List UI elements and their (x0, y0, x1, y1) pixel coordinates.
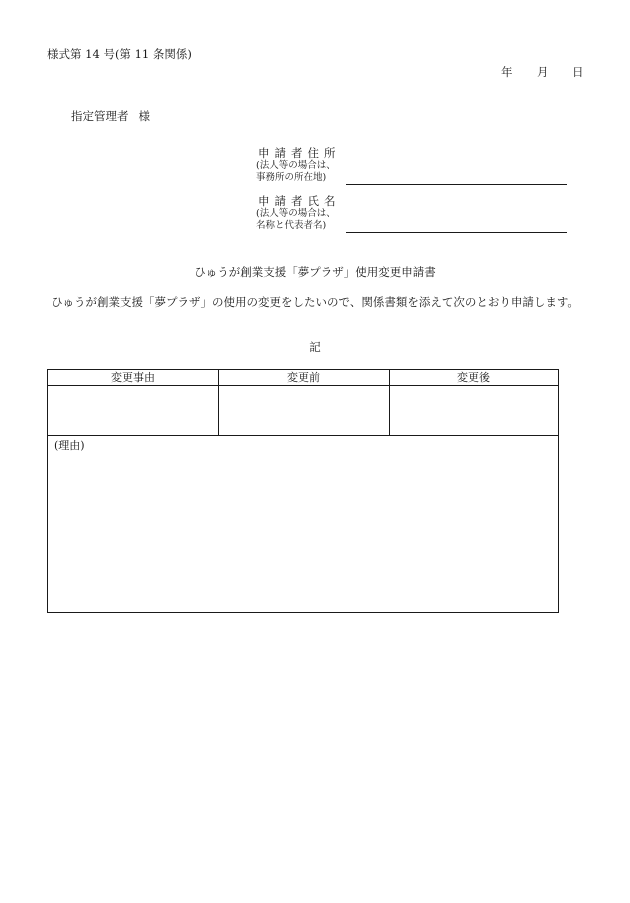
header-change-reason: 変更事由 (111, 371, 155, 384)
after-change-cell[interactable] (390, 386, 558, 435)
form-number: 様式第 14 号(第 11 条関係) (47, 47, 192, 61)
applicant-address-note: (法人等の場合は、 事務所の所在地) (256, 160, 336, 183)
reason-cell[interactable] (48, 436, 558, 612)
addressee-name: 指定管理者 (71, 109, 129, 123)
change-reason-cell[interactable] (48, 386, 218, 435)
body-text: ひゅうが創業支援「夢プラザ」の使用の変更をしたいので、関係書類を添えて次のとおり申請します。 (51, 295, 579, 309)
reason-label: (理由) (54, 439, 85, 452)
applicant-name-field[interactable] (346, 232, 567, 233)
applicant-address-field[interactable] (346, 184, 567, 185)
change-form-table (47, 369, 559, 613)
applicant-name-label: 申請者氏名 (258, 194, 341, 208)
header-after-change: 変更後 (457, 371, 490, 384)
ki-heading: 記 (309, 340, 321, 354)
before-change-cell[interactable] (219, 386, 389, 435)
applicant-name-note: (法人等の場合は、 名称と代表者名) (256, 208, 336, 231)
date-year-label: 年 (501, 65, 513, 79)
applicant-address-label: 申請者住所 (258, 146, 341, 160)
date-day-label: 日 (572, 65, 584, 79)
document-title: ひゅうが創業支援「夢プラザ」使用変更申請書 (194, 265, 436, 279)
table-header-row (48, 370, 558, 386)
header-before-change: 変更前 (287, 371, 320, 384)
date-month-label: 月 (537, 65, 549, 79)
addressee-honorific: 様 (138, 109, 150, 123)
addressee (71, 108, 150, 124)
